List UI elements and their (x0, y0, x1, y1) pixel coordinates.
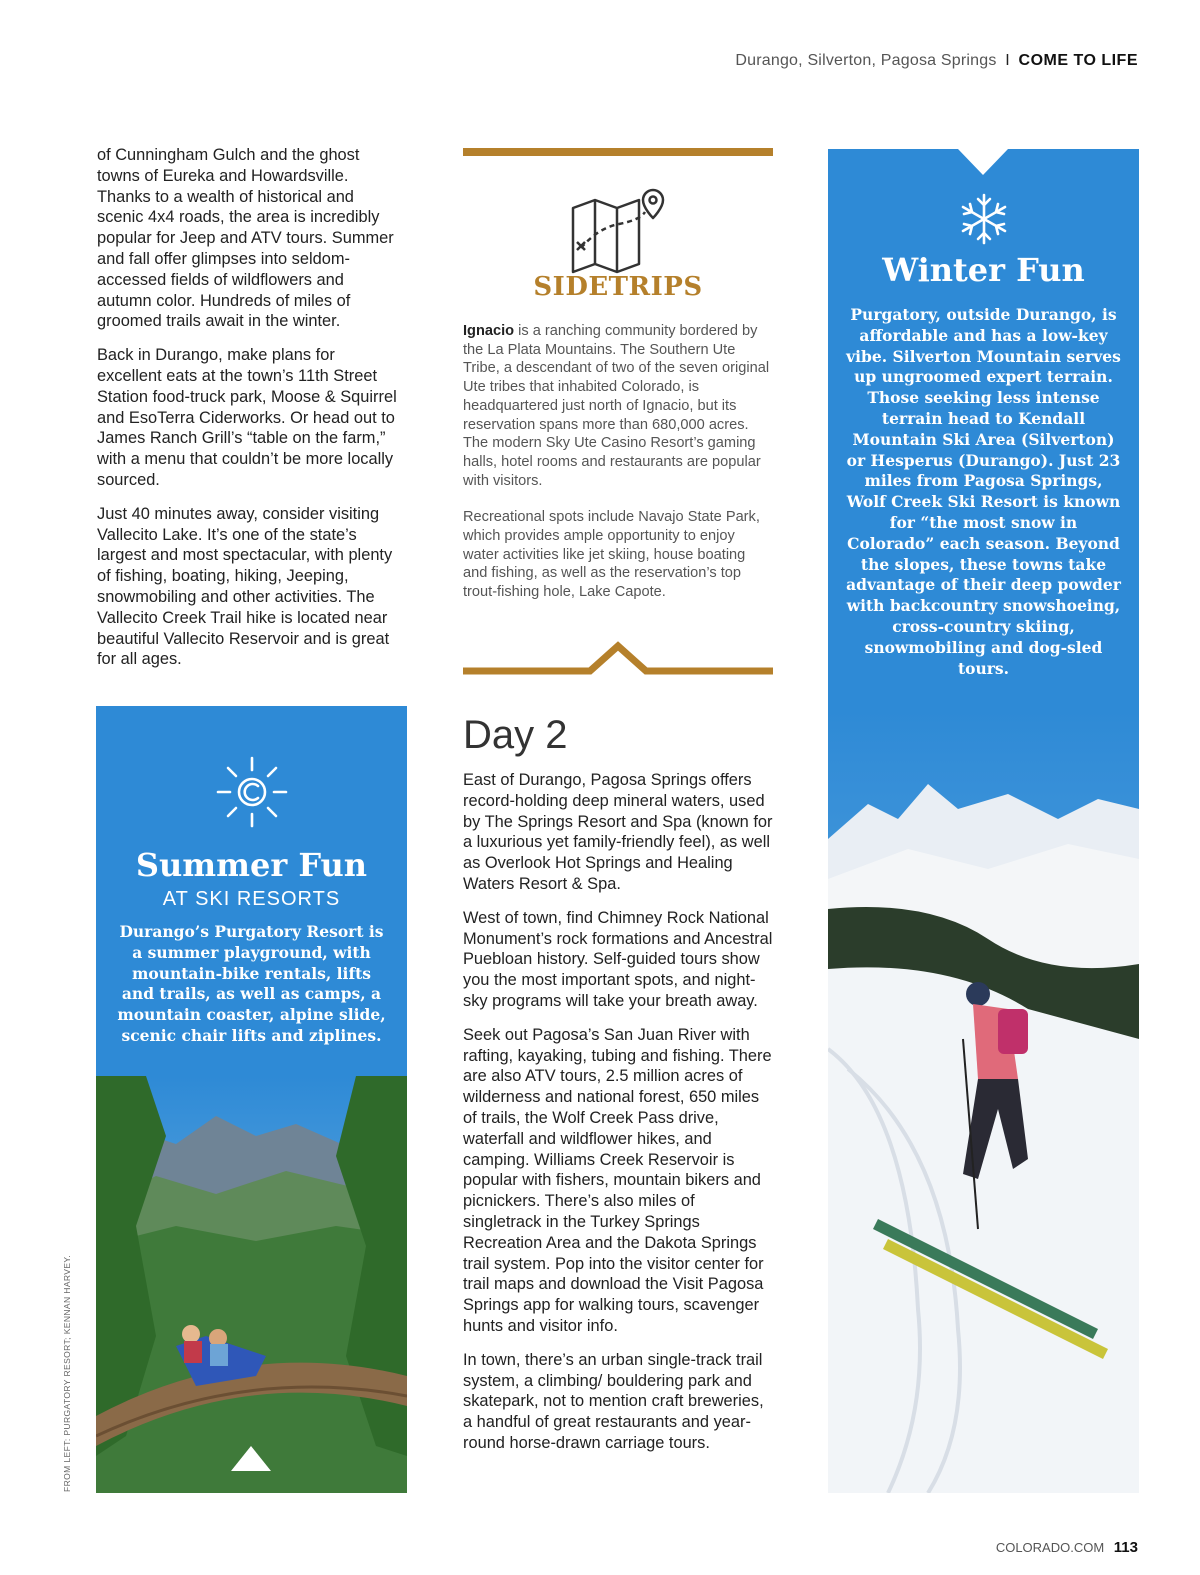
left-paragraph: of Cunningham Gulch and the ghost towns of Eureka and Howardsville. Thanks to a wealth of historical and scenic 4x4 roads, the area is incredibly popular for Jeep and ATV tours. Summer and fall offer glimpses into seldom-accessed fields of wildflowers and autumn color. Hundreds of miles of groomed trails await in the winter. (97, 146, 394, 331)
day2-column (463, 770, 775, 1467)
snowflake-icon (959, 193, 1009, 245)
page-footer (996, 1539, 1138, 1556)
left-paragraph: Back in Durango, make plans for excellent eats at the town’s 11th Street Station food-truck park, Moose & Squirrel and EsoTerra Ciderworks. Or head out to James Ranch Grill’s “table on the farm,” with a menu that couldn’t be more locally sourced. (97, 346, 397, 489)
day2-paragraph: East of Durango, Pagosa Springs offers record-holding deep mineral waters, used by The Springs Resort and Spa (known for a luxurious yet family-friendly feel), as well as Overlook Hot Springs and Healing Waters Resort & Spa. (463, 771, 773, 893)
map-pin-icon (563, 186, 673, 276)
day2-heading: Day 2 (463, 713, 568, 757)
backcountry-skier-photo (828, 709, 1139, 1493)
photo-credit: FROM LEFT: PURGATORY RESORT; KENNAN HARVEY. (62, 1254, 72, 1492)
sidetrips-paragraph-text: is a ranching community bordered by the La Plata Mountains. The Southern Ute Tribe, a descendant of two of the seven original Ute tribes that inhabited Colorado, is headquartered just north of Ignacio, but its reservation spans more than 680,000 acres. The modern Sky Ute Casino Resort’s gaming halls, hotel rooms and restaurants are popular with visitors. (463, 323, 770, 489)
summer-fun-panel (96, 706, 407, 1493)
header-separator: I (1005, 52, 1010, 69)
sidetrips-title: SIDETRIPS (533, 272, 703, 302)
summer-text: Durango’s Purgatory Resort is a summer playground, with mountain-bike rentals, lifts and trails, as well as camps, a mountain coaster, alpine slide, scenic chair lifts and ziplines. (117, 922, 386, 1045)
sidetrips-top-rule (463, 148, 773, 156)
sidetrips-box (463, 148, 773, 678)
sidetrips-bottom-rule (463, 638, 773, 678)
alpine-coaster-photo (96, 1076, 407, 1493)
sidetrips-paragraph: Recreational spots include Navajo State Park, which provides ample opportunity to enjoy water activities like jet skiing, house boating and fishing, as well as the reservation’s top trout-fishing hole, Lake Capote. (463, 509, 760, 601)
day2-paragraph: Seek out Pagosa’s San Juan River with rafting, kayaking, tubing and fishing. There are also ATV tours, 2.5 million acres of wilderness and national forest, 650 miles of trails, the Wolf Creek Pass drive, waterfall and wildflower hikes, and camping. Williams Creek Reservoir is popular with fishers, mountain bikers and picnickers. There’s also miles of singletrack in the Turkey Springs Recreation Area and the Dakota Springs trail system. Pop into the visitor center for trail maps and download the Visit Pagosa Springs app for walking tours, scavenger hunts and visitor info. (463, 1025, 772, 1335)
page-number: 113 (1113, 1539, 1138, 1556)
winter-title: Winter Fun (882, 251, 1085, 289)
summer-title: Summer Fun (135, 846, 368, 884)
winter-text: Purgatory, outside Durango, is affordable and has a low-key vibe. Silverton Mountain serves up ungroomed expert terrain. Those seeking less intense terrain head to Kendall Mountain Ski Area (Silverton) or Hesperus (Durango). Just 23 miles from Pagosa Springs, Wolf Creek Ski Resort is known for “the most snow in Colorado” each season. Beyond the slopes, these towns take advantage of their deep powder with backcountry snowshoeing, cross-country skiing, snowmobiling and dog-sled tours. (846, 305, 1121, 678)
left-column (97, 145, 397, 683)
page-header (735, 52, 1138, 70)
footer-site: COLORADO.COM (995, 1540, 1105, 1555)
left-paragraph: Just 40 minutes away, consider visiting Vallecito Lake. It’s one of the state’s largest and most spectacular, with plenty of fishing, boating, hiking, Jeeping, snowmobiling and other activities. The Vallecito Creek Trail hike is located near beautiful Vallecito Reservoir and is great for all ages. (97, 504, 393, 669)
panel-notch (958, 149, 1008, 175)
day2-paragraph: In town, there’s an urban single-track trail system, a climbing/ bouldering park and skatepark, not to mention craft breweries, a handful of great restaurants and year-round horse-drawn carriage tours. (463, 1350, 764, 1452)
winter-fun-panel (828, 149, 1139, 1493)
colorado-sun-icon (216, 756, 288, 828)
header-section: COME TO LIFE (1018, 52, 1138, 69)
header-places: Durango, Silverton, Pagosa Springs (735, 52, 997, 69)
sidetrips-body (463, 322, 773, 620)
summer-subtitle: AT SKI RESORTS (162, 888, 341, 910)
sidetrips-lead-term: Ignacio (463, 323, 515, 339)
sidetrips-paragraph (463, 322, 773, 490)
day2-paragraph: West of town, find Chimney Rock National Monument’s rock formations and Ancestral Puebloan history. Self-guided tours show you the most important spots, and night-sky programs will take your breath away. (463, 908, 773, 1010)
